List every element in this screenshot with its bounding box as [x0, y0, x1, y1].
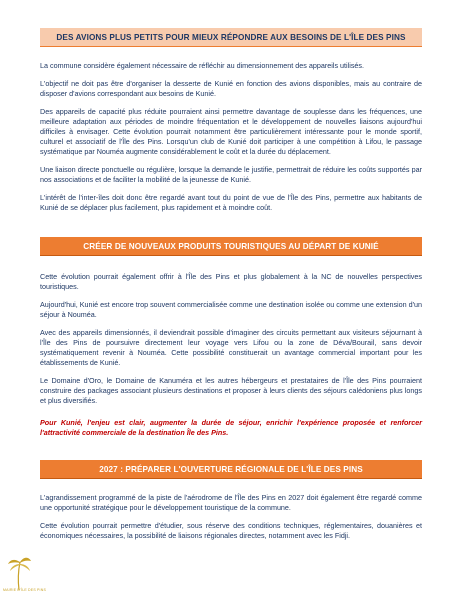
paragraph: Avec des appareils dimensionnés, il deviendrait possible d'imaginer des circuits permettant aux visiteurs séjournant à l'Île des Pins de poursuivre directement leur voyage vers Lifou ou la zone de Déva/Bourail, sans devoir systématiquement revenir à Nouméa. Cette possibilité constituerait un avantage commercial important pour les établissements de Kunié.: [40, 328, 422, 367]
logo-caption: MAIRIE D'ÎLE DES PINS: [3, 588, 46, 592]
paragraph: Une liaison directe ponctuelle ou régulière, lorsque la demande le justifie, permettrait de réduire les coûts supportés par nos associations et de faciliter la mobilité de la jeunesse de Kunié.: [40, 165, 422, 184]
paragraph: L'intérêt de l'inter-îles doit donc être regardé avant tout du point de vue de l'Île des Pins, permettre aux habitants de Kunié de se déplacer plus facilement, plus rapidement et à moindre coût.: [40, 193, 422, 212]
paragraph: Cette évolution pourrait permettre d'étudier, sous réserve des conditions techniques, réglementaires, douanières et économiques nécessaires, la possibilité de liaisons régionales directes, notamment avec les Fidji.: [40, 521, 422, 540]
paragraph: Cette évolution pourrait également offrir à l'Île des Pins et plus globalement à la NC de nouvelles perspectives touristiques.: [40, 272, 422, 291]
document-page: [40, 28, 422, 549]
paragraph: Aujourd'hui, Kunié est encore trop souvent commercialisée comme une destination isolée ou comme une extension d'un séjour à Nouméa.: [40, 300, 422, 319]
paragraph: Le Domaine d'Oro, le Domaine de Kanuméra et les autres hébergeurs et prestataires de l'Île des Pins pourraient construire des packages associant plusieurs destinations et proposer à leurs clients des séjours calédoniens plus longs et plus diversifiés.: [40, 376, 422, 405]
section-heading-small-planes: DES AVIONS PLUS PETITS POUR MIEUX RÉPONDRE AUX BESOINS DE L'ÎLE DES PINS: [40, 28, 422, 47]
paragraph: L'objectif ne doit pas être d'organiser la desserte de Kunié en fonction des avions disponibles, mais au contraire de disposer d'avions correspondant aux besoins de Kunié.: [40, 79, 422, 98]
section-heading-2027-regional: 2027 : PRÉPARER L'OUVERTURE RÉGIONALE DE L'ÎLE DES PINS: [40, 460, 422, 479]
mairie-logo-icon: [6, 552, 32, 592]
paragraph: L'agrandissement programmé de la piste de l'aérodrome de l'Île des Pins en 2027 doit également être regardé comme une opportunité stratégique pour le développement touristique de la commune.: [40, 493, 422, 512]
paragraph: La commune considère également nécessaire de réfléchir au dimensionnement des appareils utilisés.: [40, 61, 365, 70]
emphasis-paragraph: Pour Kunié, l'enjeu est clair, augmenter la durée de séjour, enrichir l'expérience proposée et renforcer l'attractivité commerciale de la destination Île des Pins.: [40, 418, 422, 437]
paragraph: Des appareils de capacité plus réduite pourraient ainsi permettre davantage de souplesse dans les fréquences, une meilleure adaptation aux périodes de moindre fréquentation et le développement de nouvelles liaisons aujourd'hui difficiles à envisager. Cette évolution pourrait notamment être particulièrement intéressante pour le monde sportif, culturel et associatif de l'Île des Pins. Lorsqu'un club de Kunié doit participer à une compétition à Lifou, le passage systématique par Nouméa augmente considérablement le coût et la durée du déplacement.: [40, 107, 422, 156]
section-heading-tourism-products: CRÉER DE NOUVEAUX PRODUITS TOURISTIQUES AU DÉPART DE KUNIÉ: [40, 237, 422, 256]
